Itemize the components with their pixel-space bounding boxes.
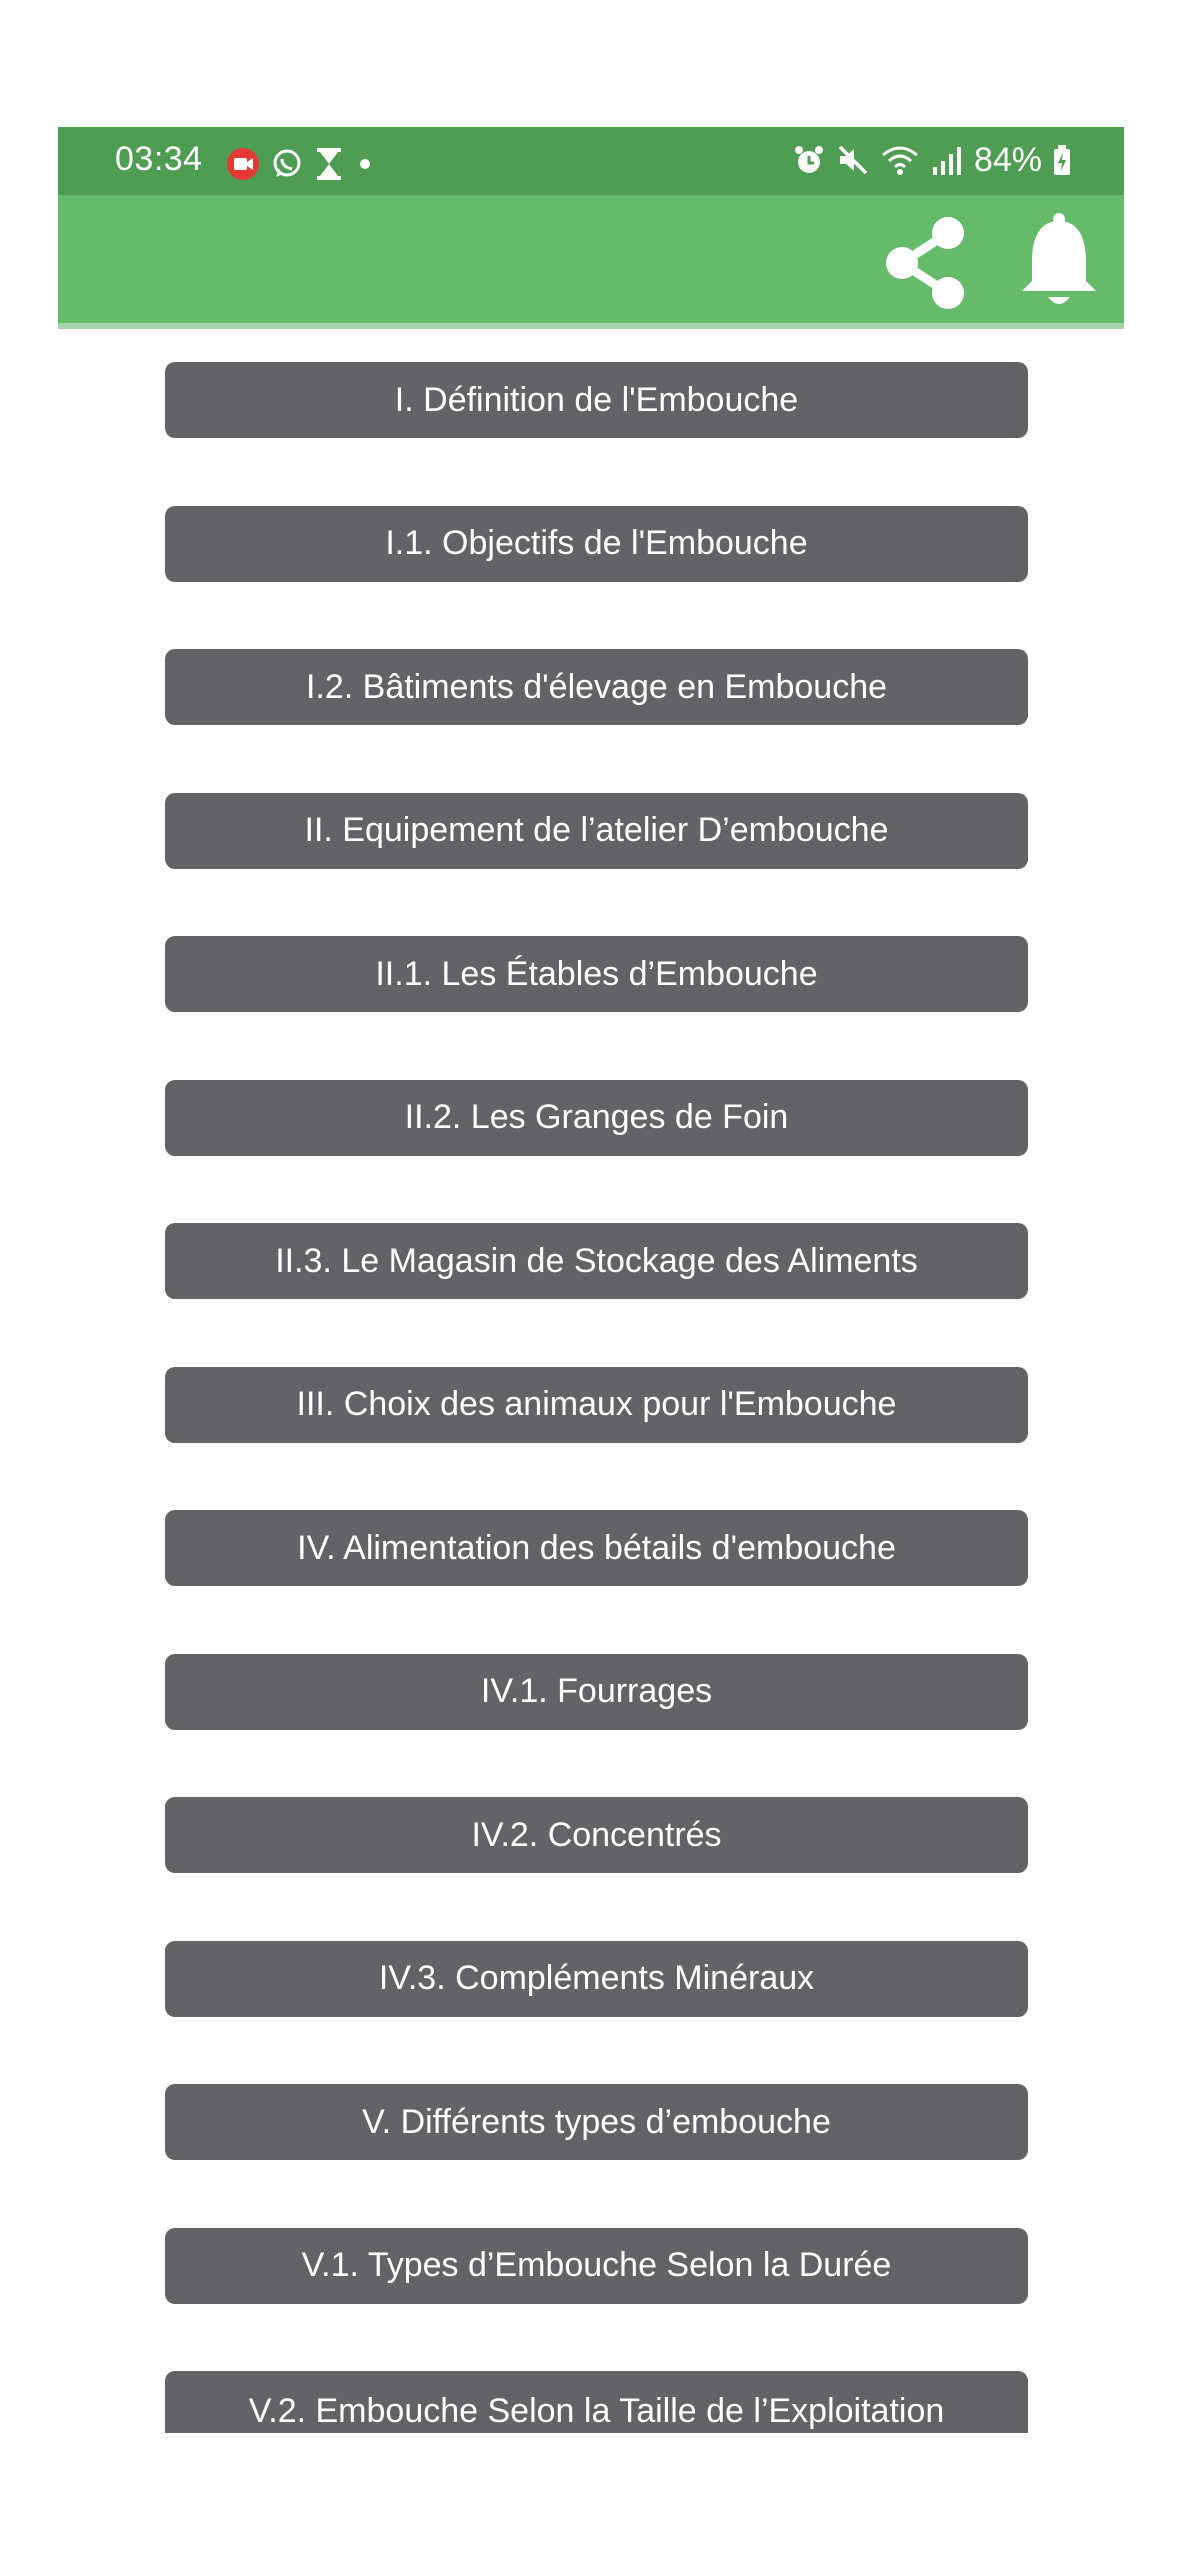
chapter-button[interactable]: I. Définition de l'Embouche bbox=[165, 362, 1028, 438]
chapter-list bbox=[165, 362, 1028, 2433]
alarm-icon bbox=[792, 143, 826, 177]
chapter-button[interactable]: I.2. Bâtiments d'élevage en Embouche bbox=[165, 649, 1028, 725]
dot-icon bbox=[354, 147, 376, 181]
chapter-button[interactable]: II.3. Le Magasin de Stockage des Aliments bbox=[165, 1223, 1028, 1299]
chapter-button[interactable]: IV.1. Fourrages bbox=[165, 1654, 1028, 1730]
wifi-icon bbox=[880, 143, 920, 177]
chapter-button[interactable]: IV.3. Compléments Minéraux bbox=[165, 1941, 1028, 2017]
signal-icon bbox=[930, 143, 964, 177]
chapter-button[interactable]: I.1. Objectifs de l'Embouche bbox=[165, 506, 1028, 582]
chapter-button[interactable]: III. Choix des animaux pour l'Embouche bbox=[165, 1367, 1028, 1443]
chapter-button[interactable]: IV. Alimentation des bétails d'embouche bbox=[165, 1510, 1028, 1586]
chapter-button[interactable]: II.2. Les Granges de Foin bbox=[165, 1080, 1028, 1156]
battery-percentage: 84% bbox=[973, 141, 1042, 179]
whatsapp-icon bbox=[270, 147, 304, 181]
video-record-icon bbox=[226, 147, 260, 181]
status-left-icons bbox=[226, 147, 376, 181]
chapter-button[interactable]: V. Différents types d’embouche bbox=[165, 2084, 1028, 2160]
share-icon[interactable] bbox=[878, 213, 974, 313]
chapter-button[interactable]: II. Equipement de l’atelier D’embouche bbox=[165, 793, 1028, 869]
hourglass-icon bbox=[314, 147, 344, 181]
status-bar bbox=[58, 127, 1124, 195]
bell-icon[interactable] bbox=[1018, 211, 1100, 311]
chapter-button[interactable]: II.1. Les Étables d’Embouche bbox=[165, 936, 1028, 1012]
app-screen bbox=[58, 127, 1124, 2433]
chapter-button[interactable]: IV.2. Concentrés bbox=[165, 1797, 1028, 1873]
chapter-button[interactable]: V.2. Embouche Selon la Taille de l’Exploitation bbox=[165, 2371, 1028, 2433]
status-time: 03:34 bbox=[115, 140, 203, 178]
status-right bbox=[792, 139, 1072, 181]
battery-charging-icon bbox=[1052, 143, 1072, 177]
app-bar bbox=[58, 195, 1124, 329]
chapter-button[interactable]: V.1. Types d’Embouche Selon la Durée bbox=[165, 2228, 1028, 2304]
mute-icon bbox=[836, 143, 870, 177]
